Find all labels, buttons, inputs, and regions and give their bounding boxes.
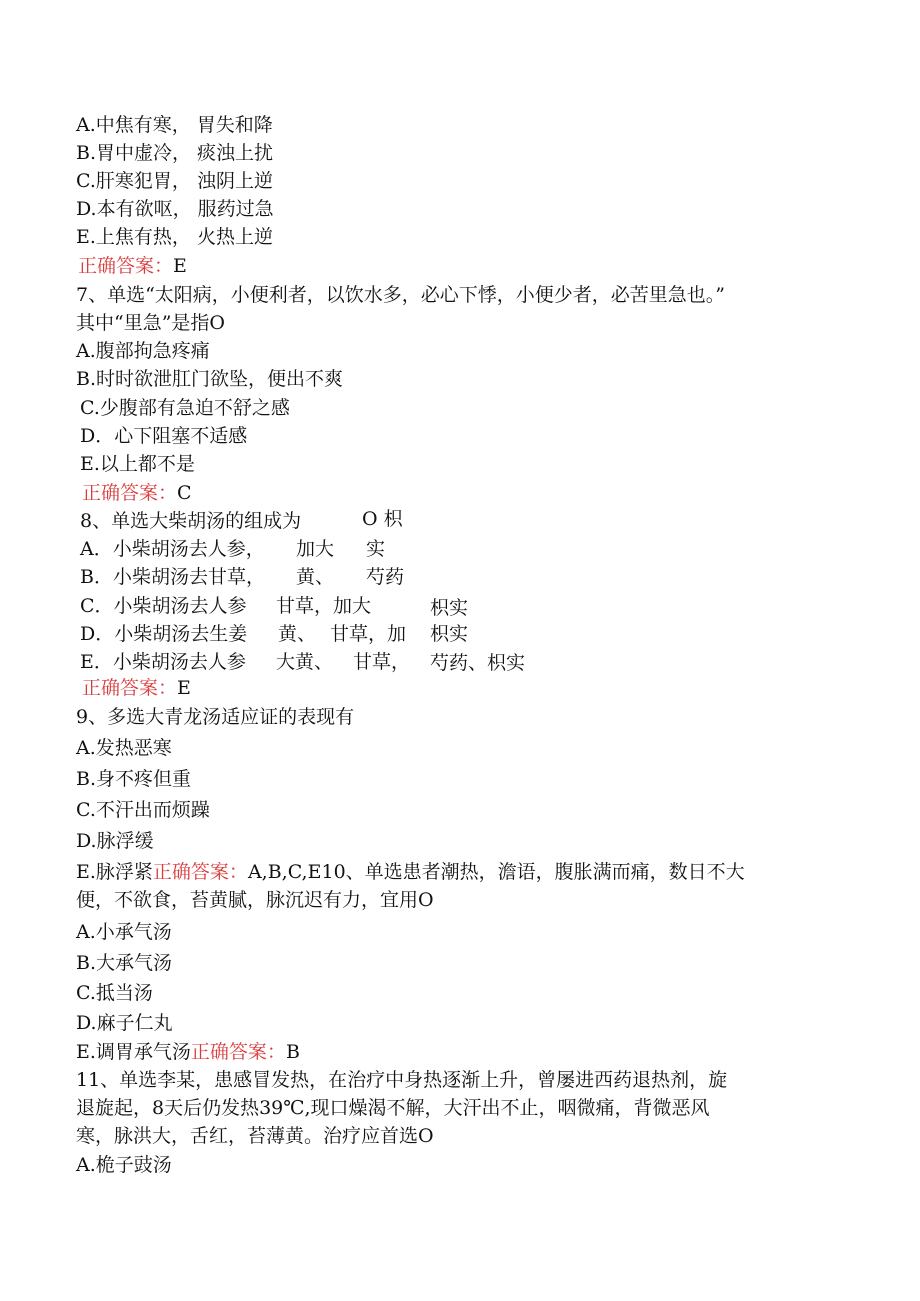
q11-stem-line2: 退旋起，8天后仍发热39℃,现口燥渴不解，大汗出不止，咽微痛，背微恶风 (76, 1097, 710, 1119)
q10-option-c: C.抵当汤 (76, 982, 153, 1004)
answer-value: E (173, 255, 187, 277)
q8-option-a-part3: 实 (366, 538, 386, 560)
q8-answer (82, 676, 191, 700)
q9-option-a: A.发热恶寒 (76, 737, 172, 759)
q8-option-e-part4: 芍药、枳实 (430, 652, 526, 674)
q10-stem-line2: 便，不欲食，苔黄腻，脉沉迟有力，宜用O (76, 889, 434, 911)
answer-label: 正确答案： (82, 482, 178, 504)
q6-answer (78, 254, 187, 278)
q11-option-a: A.桅子豉汤 (76, 1154, 172, 1176)
q8-stem-tail: O 枳 (362, 508, 403, 530)
q6-option-c: C.肝寒犯胃， 浊阴上逆 (76, 170, 273, 192)
answer-label: 正确答案： (78, 255, 174, 277)
answer-value: A,B,C,E (247, 861, 322, 883)
q8-option-a-part2: 加大 (296, 538, 335, 560)
answer-value: B (285, 1041, 300, 1063)
q10-option-a: A.小承气汤 (76, 921, 172, 943)
q7-option-d: D．心下阻塞不适感 (80, 425, 248, 447)
q9-option-e: E.脉浮紧 (76, 861, 153, 883)
q7-answer (82, 481, 192, 505)
q10-option-d: D.麻子仁丸 (76, 1012, 173, 1034)
q9-option-e-and-q10-stem (76, 860, 745, 884)
q8-option-a-part1: A．小柴胡汤去人参， (80, 538, 265, 560)
q7-option-e: E.以上都不是 (80, 453, 195, 475)
q8-option-b-part3: 芍药 (366, 566, 405, 588)
q7-option-a: A.腹部拘急疼痛 (76, 340, 210, 362)
q7-option-b: B.时时欲泄肛门欲坠，便出不爽 (76, 368, 344, 390)
answer-label: 正确答案： (152, 861, 248, 883)
q8-option-c-part2: 甘草，加大 (276, 595, 372, 617)
q9-option-c: C.不汗出而烦躁 (76, 799, 210, 821)
q10-stem-line1: 10、单选患者潮热，澹语，腹胀满而痛，数日不大 (321, 861, 745, 883)
q9-option-d: D.脉浮缓 (76, 830, 154, 852)
q8-option-d-part4: 枳实 (430, 623, 469, 645)
q9-stem: 9、多选大青龙汤适应证的表现有 (76, 706, 355, 728)
q10-option-e-line (76, 1040, 300, 1064)
q10-option-e: E.调胃承气汤 (76, 1041, 191, 1063)
q7-stem-line2: 其中“里急”是指O (76, 312, 226, 334)
q7-stem-line1: 7、单选“太阳病，小便利者，以饮水多，必心下悸，小便少者，必苦里急也。” (76, 284, 726, 306)
answer-label: 正确答案： (82, 677, 178, 699)
q8-option-c-part1: C．小柴胡汤去人参 (80, 595, 247, 617)
q7-option-c: C.少腹部有急迫不舒之感 (80, 397, 290, 419)
q10-option-b: B.大承气汤 (76, 952, 173, 974)
q8-option-b-part2: 黄、 (296, 566, 335, 588)
q11-stem-line1: 11、单选李某，患感冒发热，在治疗中身热逐渐上升，曾屡进西药退热剂，旋 (76, 1069, 728, 1091)
q8-option-b-part1: B．小柴胡汤去甘草， (80, 566, 265, 588)
q11-stem-line3: 寒，脉洪大，舌红，苔薄黄。治疗应首选O (76, 1125, 434, 1147)
q8-option-d-part1: D．小柴胡汤去生姜 (80, 623, 248, 645)
q6-option-b: B.胃中虚冷， 痰浊上扰 (76, 142, 274, 164)
q8-option-e-part2: 大黄、 (276, 651, 334, 673)
q8-stem: 8、单选大柴胡汤的组成为 (80, 510, 302, 532)
q6-option-d: D.本有欲呕， 服药过急 (76, 198, 274, 220)
q9-option-b: B.身不疼但重 (76, 768, 192, 790)
q8-option-e-part1: E．小柴胡汤去人参 (80, 651, 246, 673)
q8-option-d-part3: 甘草，加 (330, 623, 407, 645)
q8-option-e-part3: 甘草， (353, 651, 411, 673)
q6-option-e: E.上焦有热， 火热上逆 (76, 226, 273, 248)
answer-value: E (177, 677, 191, 699)
answer-label: 正确答案： (190, 1041, 286, 1063)
answer-value: C (177, 482, 192, 504)
q8-option-d-part2: 黄、 (278, 623, 317, 645)
q8-option-c-part3: 枳实 (430, 597, 469, 619)
q6-option-a: A.中焦有寒， 胃失和降 (76, 114, 273, 136)
